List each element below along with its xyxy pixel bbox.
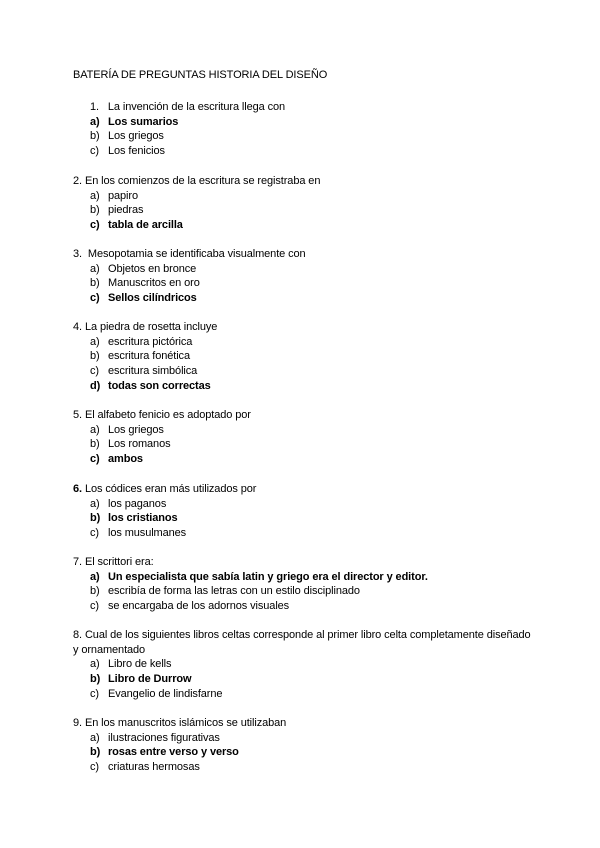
question-4 [0,320,533,394]
option-text: Manuscritos en oro [108,277,200,290]
option-text: tabla de arcilla [108,219,183,232]
answer-option [90,599,533,614]
question-number: 3. [73,248,82,260]
question-label: Mesopotamia se identificaba visualmente con [87,248,306,260]
answer-option [90,672,533,687]
option-letter: c) [90,600,99,613]
option-letter: b) [90,673,101,686]
answer-option [90,115,550,130]
question-label: En los comienzos de la escritura se registraba en [84,175,321,187]
option-letter: a) [90,658,100,671]
option-letter: c) [90,761,99,774]
question-7 [0,555,533,614]
option-text: los cristianos [108,512,178,525]
option-letter: a) [90,189,100,202]
question-label: Los códices eran más utilizados por [84,483,257,495]
answer-option [90,437,533,452]
option-text: los musulmanes [108,527,187,540]
option-letter: c) [90,527,99,540]
question-label: El alfabeto fenicio es adoptado por [84,409,251,421]
option-text: se encargaba de los adornos visuales [108,600,290,613]
question-number: 1. [90,101,99,113]
option-text: Los griegos [108,423,164,436]
answer-option [90,423,533,438]
question-1 [0,100,550,159]
question-number: 2. [73,175,82,187]
document-title: BATERÍA DE PREGUNTAS HISTORIA DEL DISEÑO [73,69,328,81]
question-label: Cual de los siguientes libros celtas corresponde al primer libro celta completamente diseñado y ornamentado [73,629,531,656]
answer-option [90,497,533,512]
question-text [73,716,533,731]
option-text: Libro de kells [108,658,172,671]
answer-option [90,584,533,599]
option-text: Los griegos [108,130,164,143]
option-letter: b) [90,512,101,525]
option-letter: a) [90,262,100,275]
option-letter: b) [90,746,101,759]
option-text: piedras [108,204,144,217]
option-text: ilustraciones figurativas [108,731,220,744]
answer-option [90,364,533,379]
option-text: Los fenicios [108,145,165,158]
answer-option [90,760,533,775]
option-text: los paganos [108,497,167,510]
option-letter: c) [90,365,99,378]
question-number: 5. [73,409,82,421]
option-text: Objetos en bronce [108,262,197,275]
option-letter: c) [90,292,100,305]
answer-option [90,189,533,204]
option-letter: a) [90,335,100,348]
question-5 [0,408,533,467]
option-text: Evangelio de lindisfarne [108,687,223,700]
answer-option [90,349,533,364]
option-letter: b) [90,130,100,143]
answer-option [90,570,533,585]
question-6 [0,482,533,541]
question-label: La piedra de rosetta incluye [84,321,218,333]
question-label: En los manuscritos islámicos se utilizaban [84,717,287,729]
answer-option [90,745,533,760]
question-number: 9. [73,717,82,729]
option-letter: a) [90,570,100,583]
option-text: rosas entre verso y verso [108,746,239,759]
option-letter: c) [90,453,100,466]
option-text: papiro [108,189,138,202]
question-8 [0,628,533,702]
question-text [73,174,533,189]
answer-option [90,379,533,394]
answer-option [90,218,533,233]
option-letter: a) [90,115,100,128]
answer-option [90,452,533,467]
option-letter: b) [90,350,100,363]
answer-option [90,262,533,277]
question-text [73,247,533,262]
option-letter: b) [90,204,100,217]
answer-option [90,526,533,541]
question-label: El scrittori era: [84,556,154,568]
answer-option [90,129,550,144]
option-text: Libro de Durrow [108,673,192,686]
answer-option [90,291,533,306]
answer-option [90,511,533,526]
option-letter: b) [90,277,100,290]
question-text [73,408,533,423]
question-label: La invención de la escritura llega con [107,101,286,113]
question-text [73,555,533,570]
option-letter: c) [90,219,100,232]
option-letter: a) [90,731,100,744]
option-letter: a) [90,497,100,510]
option-text: Los sumarios [108,115,179,128]
question-9 [0,716,533,775]
option-letter: d) [90,379,101,392]
answer-option [90,731,533,746]
answer-option [90,203,533,218]
question-text [73,320,533,335]
option-text: escritura fonética [108,350,190,363]
answer-option [90,144,550,159]
question-text [90,100,550,115]
option-letter: c) [90,687,99,700]
question-number: 6. [73,483,82,495]
answer-option [90,335,533,350]
option-text: Sellos cilíndricos [108,292,197,305]
question-3 [0,247,533,306]
question-text [73,482,533,497]
question-number: 8. [73,629,82,641]
answer-option [90,687,533,702]
answer-option [90,657,533,672]
option-text: todas son correctas [108,379,211,392]
question-text [73,628,533,657]
option-text: Los romanos [108,438,171,451]
option-text: escritura simbólica [108,365,198,378]
answer-option [90,276,533,291]
option-text: escribía de forma las letras con un estilo disciplinado [108,585,360,598]
option-letter: b) [90,438,100,451]
option-text: escritura pictórica [108,335,193,348]
question-2 [0,174,533,233]
option-text: ambos [108,453,143,466]
question-number: 4. [73,321,82,333]
option-text: Un especialista que sabía latin y griego era el director y editor. [108,570,428,583]
option-letter: b) [90,585,100,598]
option-letter: c) [90,145,99,158]
option-text: criaturas hermosas [108,761,200,774]
option-letter: a) [90,423,100,436]
question-number: 7. [73,556,82,568]
